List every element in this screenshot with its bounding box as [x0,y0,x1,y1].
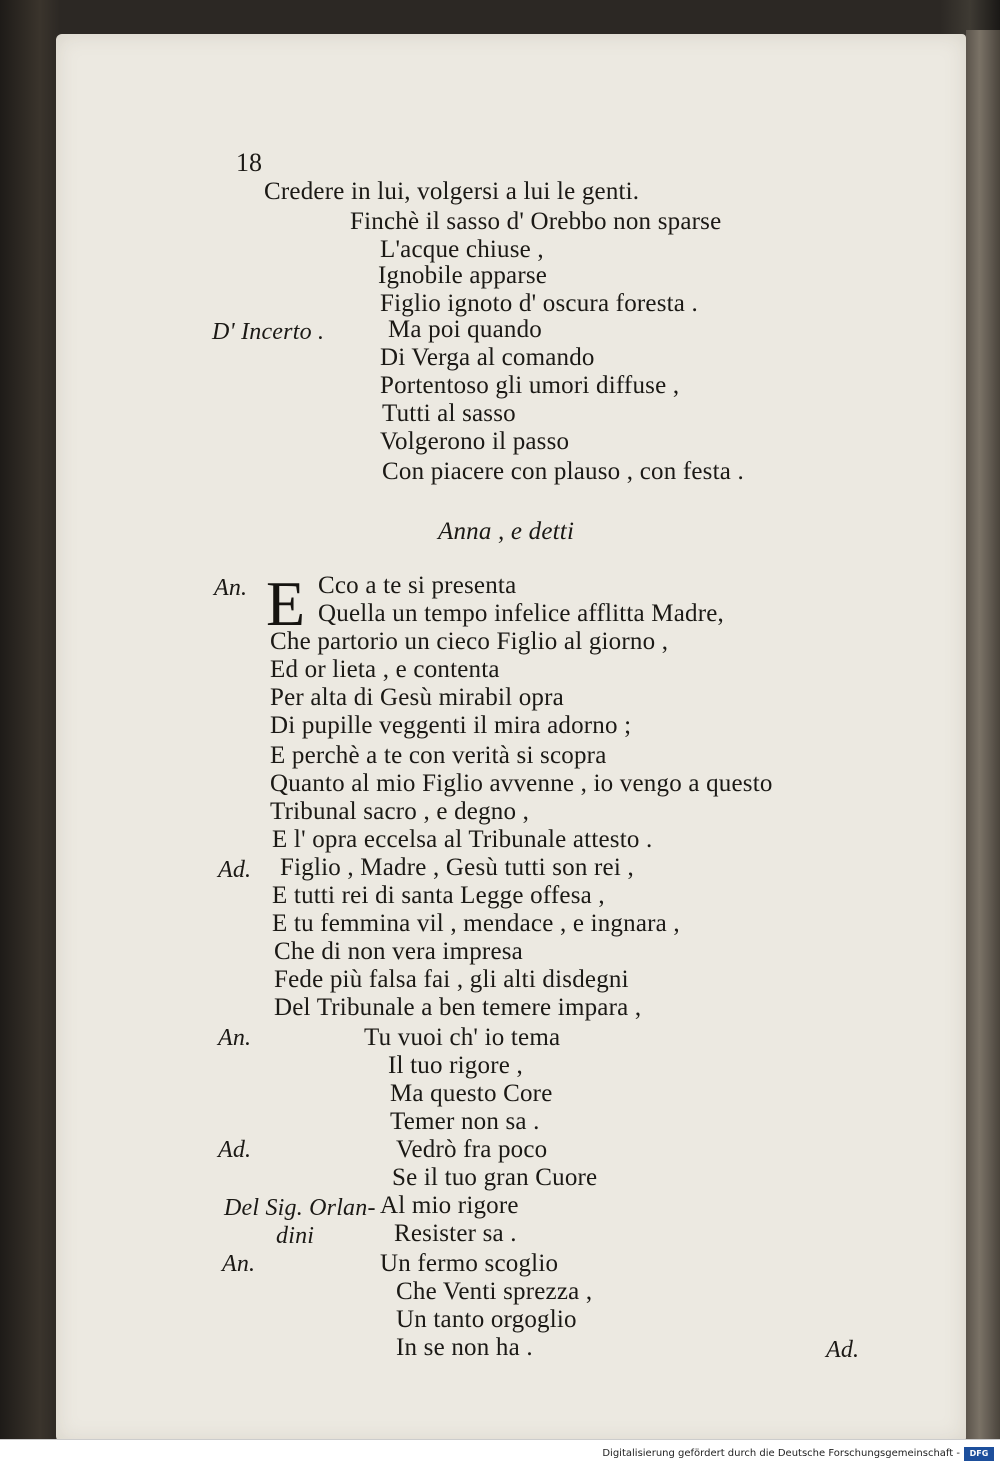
verse-line: Di Verga al comando [380,344,595,371]
verse-line: Cco a te si presenta [318,572,517,599]
drop-capital: E [266,568,306,639]
verse-line: Che di non vera impresa [274,938,523,965]
verse-line: Volgerono il passo [380,428,570,455]
verse-line: E tutti rei di santa Legge offesa , [272,882,605,909]
verse-line: Temer non sa . [390,1108,540,1135]
verse-line: E l' opra eccelsa al Tribunale attesto . [272,826,653,853]
verse-line: Il tuo rigore , [388,1052,523,1079]
verse-line: Tu vuoi ch' io tema [364,1024,561,1051]
speaker-label: D' Incerto . [212,319,325,345]
verse-line: E tu femmina vil , mendace , e ingnara , [272,910,680,937]
digitization-footer [0,1439,1000,1470]
verse-line: Con piacere con plauso , con festa . [382,458,744,485]
verse-line: Tribunal sacro , e degno , [270,798,530,825]
speaker-label: An. [218,1025,252,1051]
catchword: Ad. [826,1337,860,1363]
verse-line: Che partorio un cieco Figlio al giorno , [270,628,669,655]
book-spine [966,30,1000,1446]
verse-line: Portentoso gli umori diffuse , [380,372,680,399]
verse-line: L'acque chiuse , [380,236,544,263]
verse-line: Del Tribunale a ben temere impara , [274,994,642,1021]
speaker-label: Ad. [218,1137,252,1163]
footer-credit: Digitalisierung gefördert durch die Deutsche Forschungsgemeinschaft - [602,1448,960,1459]
verse-line: Ma questo Core [390,1080,553,1107]
verse-line: Credere in lui, volgersi a lui le genti. [264,178,640,205]
dfg-logo[interactable]: DFG [964,1447,994,1461]
scene-heading: Anna , e detti [438,518,575,545]
verse-line: Se il tuo gran Cuore [392,1164,598,1191]
verse-line: Vedrò fra poco [396,1136,548,1163]
verse-line: Fede più falsa fai , gli alti disdegni [274,966,629,993]
speaker-label: An. [214,575,248,601]
verse-line: Un fermo scoglio [380,1250,559,1277]
verse-line: Figlio ignoto d' oscura foresta . [380,290,699,317]
verse-line: Un tanto orgoglio [396,1306,577,1333]
speaker-label: Del Sig. Orlan- [224,1195,376,1221]
verse-line: E perchè a te con verità si scopra [270,742,607,769]
verse-line: Figlio , Madre , Gesù tutti son rei , [280,854,634,881]
speaker-label: Ad. [218,857,252,883]
verse-line: Quanto al mio Figlio avvenne , io vengo a questo [270,770,773,797]
verse-line: Quella un tempo infelice afflitta Madre, [318,600,724,627]
speaker-label: An. [222,1251,256,1277]
verse-line: Ed or lieta , e contenta [270,656,500,683]
verse-line: Tutti al sasso [382,400,516,427]
verse-line: Per alta di Gesù mirabil opra [270,684,564,711]
speaker-label: dini [276,1223,315,1249]
verse-line: Che Venti sprezza , [396,1278,593,1305]
page-number: 18 [236,148,262,177]
verse-line: In se non ha . [396,1334,533,1361]
verse-line: Ma poi quando [388,316,542,343]
verse-line: Al mio rigore [380,1192,519,1219]
verse-line: Di pupille veggenti il mira adorno ; [270,712,632,739]
verse-line: Ignobile apparse [378,262,548,289]
verse-line: Resister sa . [394,1220,517,1247]
verse-line: Finchè il sasso d' Orebbo non sparse [350,208,722,235]
